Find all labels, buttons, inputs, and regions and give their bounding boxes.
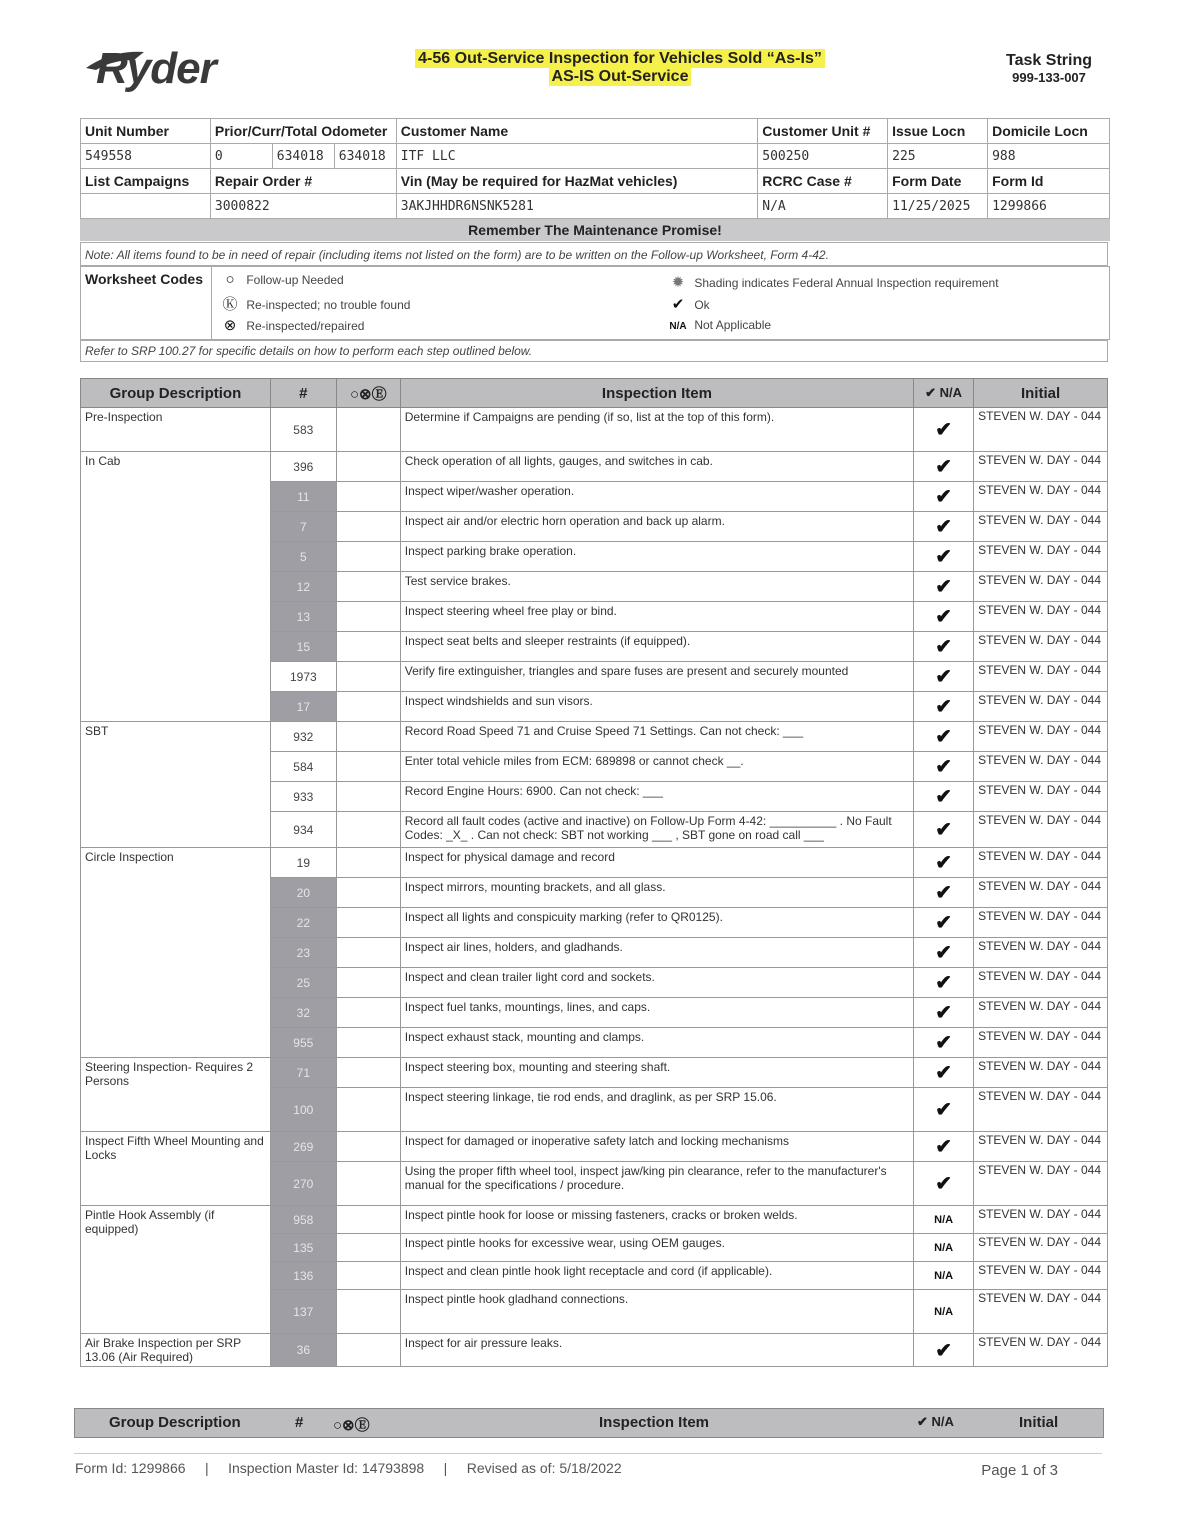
checkmark-icon: ✔ xyxy=(914,878,974,908)
checkmark-icon: ✔ xyxy=(914,662,974,692)
status-cell xyxy=(336,512,400,542)
code-reinspected-ok-text: Re-inspected; no trouble found xyxy=(246,298,411,312)
initial-cell: STEVEN W. DAY - 044 xyxy=(974,512,1108,542)
inspection-item-text: Inspect and clean trailer light cord and sockets. xyxy=(400,968,913,998)
checkmark-icon: ✔ xyxy=(914,452,974,482)
item-number: 135 xyxy=(270,1234,336,1262)
inspection-row xyxy=(81,1334,1108,1367)
status-cell xyxy=(336,782,400,812)
code-follow-up xyxy=(217,271,344,288)
status-cell xyxy=(336,408,400,452)
status-cell xyxy=(336,1058,400,1088)
form-title-line2: AS-IS Out-Service xyxy=(549,68,692,86)
issue-locn-value: 225 xyxy=(888,144,988,169)
odometer-current: 634018 xyxy=(272,144,334,169)
initial-cell: STEVEN W. DAY - 044 xyxy=(974,782,1108,812)
initial-cell: STEVEN W. DAY - 044 xyxy=(974,692,1108,722)
checkmark-icon: ✔ xyxy=(914,908,974,938)
status-cell xyxy=(336,848,400,878)
odometer-label: Prior/Curr/Total Odometer xyxy=(210,119,396,144)
item-number: 25 xyxy=(270,968,336,998)
initial-cell: STEVEN W. DAY - 044 xyxy=(974,662,1108,692)
initial-cell: STEVEN W. DAY - 044 xyxy=(974,998,1108,1028)
status-cell xyxy=(336,1028,400,1058)
inspection-item-text: Inspect wiper/washer operation. xyxy=(400,482,913,512)
status-cell xyxy=(336,812,400,848)
page-number: Page 1 of 3 xyxy=(981,1462,1058,1479)
status-cell xyxy=(336,572,400,602)
initial-cell: STEVEN W. DAY - 044 xyxy=(974,542,1108,572)
footer-separator: | xyxy=(443,1460,448,1476)
footer-revised: Revised as of: 5/18/2022 xyxy=(466,1460,622,1476)
group-description: In Cab xyxy=(81,452,271,722)
code-reinspected-ok xyxy=(217,293,410,314)
inspection-item-text: Inspect and clean pintle hook light receptacle and cord (if applicable). xyxy=(400,1262,913,1290)
vin-value: 3AKJHHDR6NSNK5281 xyxy=(396,194,758,219)
repair-order-value: 3000822 xyxy=(210,194,396,219)
status-cell xyxy=(336,542,400,572)
customer-name-value: ITF LLC xyxy=(396,144,758,169)
status-cell xyxy=(336,752,400,782)
inspection-item-text: Inspect windshields and sun visors. xyxy=(400,692,913,722)
item-number: 71 xyxy=(270,1058,336,1088)
checkmark-icon: ✔ xyxy=(914,512,974,542)
task-string xyxy=(1006,52,1092,85)
inspection-row xyxy=(81,1206,1108,1234)
footer-master-id: Inspection Master Id: 14793898 xyxy=(228,1460,425,1476)
initial-cell: STEVEN W. DAY - 044 xyxy=(974,848,1108,878)
item-number: 934 xyxy=(270,812,336,848)
item-number: 13 xyxy=(270,602,336,632)
inspection-item-text: Inspect all lights and conspicuity marking (refer to QR0125). xyxy=(400,908,913,938)
col-inspection-item: Inspection Item xyxy=(400,379,913,408)
item-number: 17 xyxy=(270,692,336,722)
odometer-total: 634018 xyxy=(334,144,396,169)
issue-locn-label: Issue Locn xyxy=(888,119,988,144)
inspection-row xyxy=(81,722,1108,752)
code-ok xyxy=(665,295,710,313)
na-mark: N/A xyxy=(914,1234,974,1262)
checkmark-icon: ✔ xyxy=(914,1334,974,1367)
status-cell xyxy=(336,662,400,692)
code-follow-up-text: Follow-up Needed xyxy=(246,273,344,287)
item-number: 584 xyxy=(270,752,336,782)
status-cell xyxy=(336,452,400,482)
checkmark-icon: ✔ xyxy=(914,752,974,782)
group-description: Pintle Hook Assembly (if equipped) xyxy=(81,1206,271,1334)
form-id-label: Form Id xyxy=(988,169,1110,194)
customer-name-label: Customer Name xyxy=(396,119,758,144)
item-number: 932 xyxy=(270,722,336,752)
item-number: 583 xyxy=(270,408,336,452)
inspection-item-text: Inspect steering box, mounting and steering shaft. xyxy=(400,1058,913,1088)
inspection-item-text: Inspect exhaust stack, mounting and clamps. xyxy=(400,1028,913,1058)
checkmark-icon: ✔ xyxy=(914,938,974,968)
worksheet-codes xyxy=(80,266,1110,340)
repair-note: Note: All items found to be in need of repair (including items not listed on the form) are to be written on the Follow-up Worksheet, Form 4-42. xyxy=(80,242,1108,266)
odometer-prior: 0 xyxy=(210,144,272,169)
code-na xyxy=(665,318,771,332)
item-number: 955 xyxy=(270,1028,336,1058)
task-string-value: 999-133-007 xyxy=(1012,70,1086,85)
group-description: Steering Inspection- Requires 2 Persons xyxy=(81,1058,271,1132)
item-number: 270 xyxy=(270,1162,336,1206)
footer-col-initial: Initial xyxy=(1019,1414,1059,1431)
vehicle-info-table xyxy=(80,118,1110,219)
status-cell xyxy=(336,878,400,908)
initial-cell: STEVEN W. DAY - 044 xyxy=(974,1132,1108,1162)
inspection-item-text: Verify fire extinguisher, triangles and spare fuses are present and securely mounted xyxy=(400,662,913,692)
item-number: 15 xyxy=(270,632,336,662)
checkmark-icon: ✔ xyxy=(914,722,974,752)
initial-cell: STEVEN W. DAY - 044 xyxy=(974,878,1108,908)
initial-cell: STEVEN W. DAY - 044 xyxy=(974,908,1108,938)
inspection-item-text: Check operation of all lights, gauges, and switches in cab. xyxy=(400,452,913,482)
checkmark-icon: ✔ xyxy=(914,1058,974,1088)
unit-number-value: 549558 xyxy=(81,144,211,169)
checkmark-icon: ✔ xyxy=(914,968,974,998)
inspection-item-text: Inspect pintle hook for loose or missing fasteners, cracks or broken welds. xyxy=(400,1206,913,1234)
initial-cell: STEVEN W. DAY - 044 xyxy=(974,968,1108,998)
status-cell xyxy=(336,1162,400,1206)
footer-col-status: ○⊗Ⓔ xyxy=(333,1417,370,1434)
col-status-icons: ○⊗Ⓔ xyxy=(336,379,400,408)
form-id-value: 1299866 xyxy=(988,194,1110,219)
item-number: 23 xyxy=(270,938,336,968)
inspection-table xyxy=(80,378,1108,1367)
inspection-row xyxy=(81,452,1108,482)
initial-cell: STEVEN W. DAY - 044 xyxy=(974,722,1108,752)
inspection-row xyxy=(81,1132,1108,1162)
circled-x-icon: ⊗ xyxy=(223,317,237,334)
checkmark-icon: ✔ xyxy=(914,542,974,572)
initial-cell: STEVEN W. DAY - 044 xyxy=(974,452,1108,482)
inspection-item-text: Record all fault codes (active and inactive) on Follow-Up Form 4-42: __________ . No Fault Codes: _X_ . Can not check: SBT not working ___ , SBT gone on road call ___ xyxy=(400,812,913,848)
checkmark-icon: ✔ xyxy=(671,296,685,313)
initial-cell: STEVEN W. DAY - 044 xyxy=(974,1234,1108,1262)
srp-reference: Refer to SRP 100.27 for specific details on how to perform each step outlined below. xyxy=(80,340,1108,362)
item-number: 958 xyxy=(270,1206,336,1234)
item-number: 36 xyxy=(270,1334,336,1367)
domicile-locn-label: Domicile Locn xyxy=(988,119,1110,144)
form-date-label: Form Date xyxy=(888,169,988,194)
checkmark-icon: ✔ xyxy=(914,782,974,812)
inspection-item-text: Enter total vehicle miles from ECM: 689898 or cannot check __. xyxy=(400,752,913,782)
item-number: 22 xyxy=(270,908,336,938)
status-cell xyxy=(336,482,400,512)
col-group-description: Group Description xyxy=(81,379,271,408)
na-mark: N/A xyxy=(914,1290,974,1334)
list-campaigns-label: List Campaigns xyxy=(81,169,211,194)
customer-unit-label: Customer Unit # xyxy=(758,119,888,144)
status-cell xyxy=(336,938,400,968)
initial-cell: STEVEN W. DAY - 044 xyxy=(974,1088,1108,1132)
status-cell xyxy=(336,1132,400,1162)
initial-cell: STEVEN W. DAY - 044 xyxy=(974,752,1108,782)
checkmark-icon: ✔ xyxy=(914,482,974,512)
vin-label: Vin (May be required for HazMat vehicles) xyxy=(396,169,758,194)
item-number: 11 xyxy=(270,482,336,512)
initial-cell: STEVEN W. DAY - 044 xyxy=(974,1058,1108,1088)
maintenance-promise-banner: Remember The Maintenance Promise! xyxy=(80,219,1110,241)
group-description: Inspect Fifth Wheel Mounting and Locks xyxy=(81,1132,271,1206)
ryder-logo: Ryder xyxy=(96,44,216,93)
footer-form-id: Form Id: 1299866 xyxy=(75,1460,186,1476)
rcrc-label: RCRC Case # xyxy=(758,169,888,194)
inspection-item-text: Inspect mirrors, mounting brackets, and all glass. xyxy=(400,878,913,908)
initial-cell: STEVEN W. DAY - 044 xyxy=(974,938,1108,968)
initial-cell: STEVEN W. DAY - 044 xyxy=(974,482,1108,512)
initial-cell: STEVEN W. DAY - 044 xyxy=(974,1028,1108,1058)
worksheet-codes-label: Worksheet Codes xyxy=(85,271,203,287)
checkmark-icon: ✔ xyxy=(914,692,974,722)
inspection-row xyxy=(81,1058,1108,1088)
inspection-item-text: Inspect pintle hooks for excessive wear, using OEM gauges. xyxy=(400,1234,913,1262)
checkmark-icon: ✔ xyxy=(914,1162,974,1206)
footer-col-item: Inspection Item xyxy=(599,1414,710,1431)
group-description: SBT xyxy=(81,722,271,848)
inspection-item-text: Inspect steering wheel free play or bind. xyxy=(400,602,913,632)
circle-icon: ○ xyxy=(225,271,235,288)
item-number: 5 xyxy=(270,542,336,572)
form-title-line1: 4-56 Out-Service Inspection for Vehicles Sold “As-Is” xyxy=(415,49,825,68)
checkmark-icon: ✔ xyxy=(914,1132,974,1162)
initial-cell: STEVEN W. DAY - 044 xyxy=(974,1334,1108,1367)
status-cell xyxy=(336,998,400,1028)
col-initial: Initial xyxy=(974,379,1108,408)
checkmark-icon: ✔ xyxy=(914,602,974,632)
checkmark-icon: ✔ xyxy=(914,572,974,602)
initial-cell: STEVEN W. DAY - 044 xyxy=(974,1206,1108,1234)
checkmark-icon: ✔ xyxy=(914,812,974,848)
repair-order-label: Repair Order # xyxy=(210,169,396,194)
unit-number-label: Unit Number xyxy=(81,119,211,144)
page-footer xyxy=(75,1460,622,1476)
rcrc-value: N/A xyxy=(758,194,888,219)
item-number: 396 xyxy=(270,452,336,482)
col-number: # xyxy=(270,379,336,408)
footer-separator: | xyxy=(204,1460,209,1476)
code-na-text: Not Applicable xyxy=(694,318,772,332)
worksheet-codes-divider xyxy=(211,267,212,339)
status-cell xyxy=(336,968,400,998)
status-cell xyxy=(336,1206,400,1234)
checkmark-icon: ✔ xyxy=(914,848,974,878)
status-cell xyxy=(336,908,400,938)
footer-divider xyxy=(74,1453,1102,1454)
inspection-item-text: Determine if Campaigns are pending (if so, list at the top of this form). xyxy=(400,408,913,452)
initial-cell: STEVEN W. DAY - 044 xyxy=(974,1162,1108,1206)
group-description: Air Brake Inspection per SRP 13.06 (Air Required) xyxy=(81,1334,271,1367)
inspection-item-text: Inspect fuel tanks, mountings, lines, and caps. xyxy=(400,998,913,1028)
item-number: 7 xyxy=(270,512,336,542)
code-shading xyxy=(665,273,999,291)
circled-ok-icon: Ⓚ xyxy=(222,296,238,313)
na-mark: N/A xyxy=(914,1206,974,1234)
checkmark-icon: ✔ xyxy=(914,1028,974,1058)
inspection-item-text: Inspect for physical damage and record xyxy=(400,848,913,878)
item-number: 933 xyxy=(270,782,336,812)
group-description: Pre-Inspection xyxy=(81,408,271,452)
task-string-label: Task String xyxy=(1006,52,1092,69)
initial-cell: STEVEN W. DAY - 044 xyxy=(974,1262,1108,1290)
status-cell xyxy=(336,602,400,632)
item-number: 1973 xyxy=(270,662,336,692)
initial-cell: STEVEN W. DAY - 044 xyxy=(974,1290,1108,1334)
code-reinspected-repaired-text: Re-inspected/repaired xyxy=(246,319,365,333)
inspection-item-text: Using the proper fifth wheel tool, inspect jaw/king pin clearance, refer to the manufacturer's manual for the specifications / procedure. xyxy=(400,1162,913,1206)
inspection-item-text: Inspect seat belts and sleeper restraints (if equipped). xyxy=(400,632,913,662)
code-reinspected-repaired xyxy=(217,316,364,334)
status-cell xyxy=(336,1290,400,1334)
item-number: 100 xyxy=(270,1088,336,1132)
footer-col-check: ✔ N/A xyxy=(917,1414,954,1429)
inspection-item-text: Inspect air and/or electric horn operation and back up alarm. xyxy=(400,512,913,542)
checkmark-icon: ✔ xyxy=(914,632,974,662)
inspection-row xyxy=(81,408,1108,452)
initial-cell: STEVEN W. DAY - 044 xyxy=(974,572,1108,602)
initial-cell: STEVEN W. DAY - 044 xyxy=(974,602,1108,632)
status-cell xyxy=(336,632,400,662)
status-cell xyxy=(336,1334,400,1367)
inspection-item-text: Inspect for air pressure leaks. xyxy=(400,1334,913,1367)
status-cell xyxy=(336,722,400,752)
na-mark: N/A xyxy=(914,1262,974,1290)
item-number: 12 xyxy=(270,572,336,602)
inspection-item-text: Inspect parking brake operation. xyxy=(400,542,913,572)
item-number: 32 xyxy=(270,998,336,1028)
initial-cell: STEVEN W. DAY - 044 xyxy=(974,408,1108,452)
inspection-item-text: Inspect pintle hook gladhand connections. xyxy=(400,1290,913,1334)
list-campaigns-value xyxy=(81,194,211,219)
gear-shade-icon: ✹ xyxy=(671,274,685,291)
domicile-locn-value: 988 xyxy=(988,144,1110,169)
footer-col-group: Group Description xyxy=(109,1414,241,1431)
col-check-na: ✔ N/A xyxy=(914,379,974,408)
inspection-item-text: Inspect for damaged or inoperative safety latch and locking mechanisms xyxy=(400,1132,913,1162)
footer-col-number: # xyxy=(295,1414,304,1431)
inspection-item-text: Record Road Speed 71 and Cruise Speed 71 Settings. Can not check: ___ xyxy=(400,722,913,752)
initial-cell: STEVEN W. DAY - 044 xyxy=(974,812,1108,848)
group-description: Circle Inspection xyxy=(81,848,271,1058)
item-number: 19 xyxy=(270,848,336,878)
customer-unit-value: 500250 xyxy=(758,144,888,169)
status-cell xyxy=(336,1088,400,1132)
table-footer-header xyxy=(74,1408,1104,1438)
inspection-item-text: Test service brakes. xyxy=(400,572,913,602)
code-shading-text: Shading indicates Federal Annual Inspection requirement xyxy=(694,276,999,290)
form-date-value: 11/25/2025 xyxy=(888,194,988,219)
checkmark-icon: ✔ xyxy=(914,998,974,1028)
inspection-item-text: Record Engine Hours: 6900. Can not check: ___ xyxy=(400,782,913,812)
code-ok-text: Ok xyxy=(694,298,710,312)
checkmark-icon: ✔ xyxy=(914,408,974,452)
inspection-item-text: Inspect air lines, holders, and gladhands. xyxy=(400,938,913,968)
status-cell xyxy=(336,1234,400,1262)
item-number: 20 xyxy=(270,878,336,908)
item-number: 269 xyxy=(270,1132,336,1162)
inspection-row xyxy=(81,848,1108,878)
item-number: 136 xyxy=(270,1262,336,1290)
status-cell xyxy=(336,692,400,722)
status-cell xyxy=(336,1262,400,1290)
checkmark-icon: ✔ xyxy=(914,1088,974,1132)
na-symbol: N/A xyxy=(669,321,687,332)
initial-cell: STEVEN W. DAY - 044 xyxy=(974,632,1108,662)
inspection-item-text: Inspect steering linkage, tie rod ends, and draglink, as per SRP 15.06. xyxy=(400,1088,913,1132)
form-title xyxy=(400,50,840,86)
item-number: 137 xyxy=(270,1290,336,1334)
